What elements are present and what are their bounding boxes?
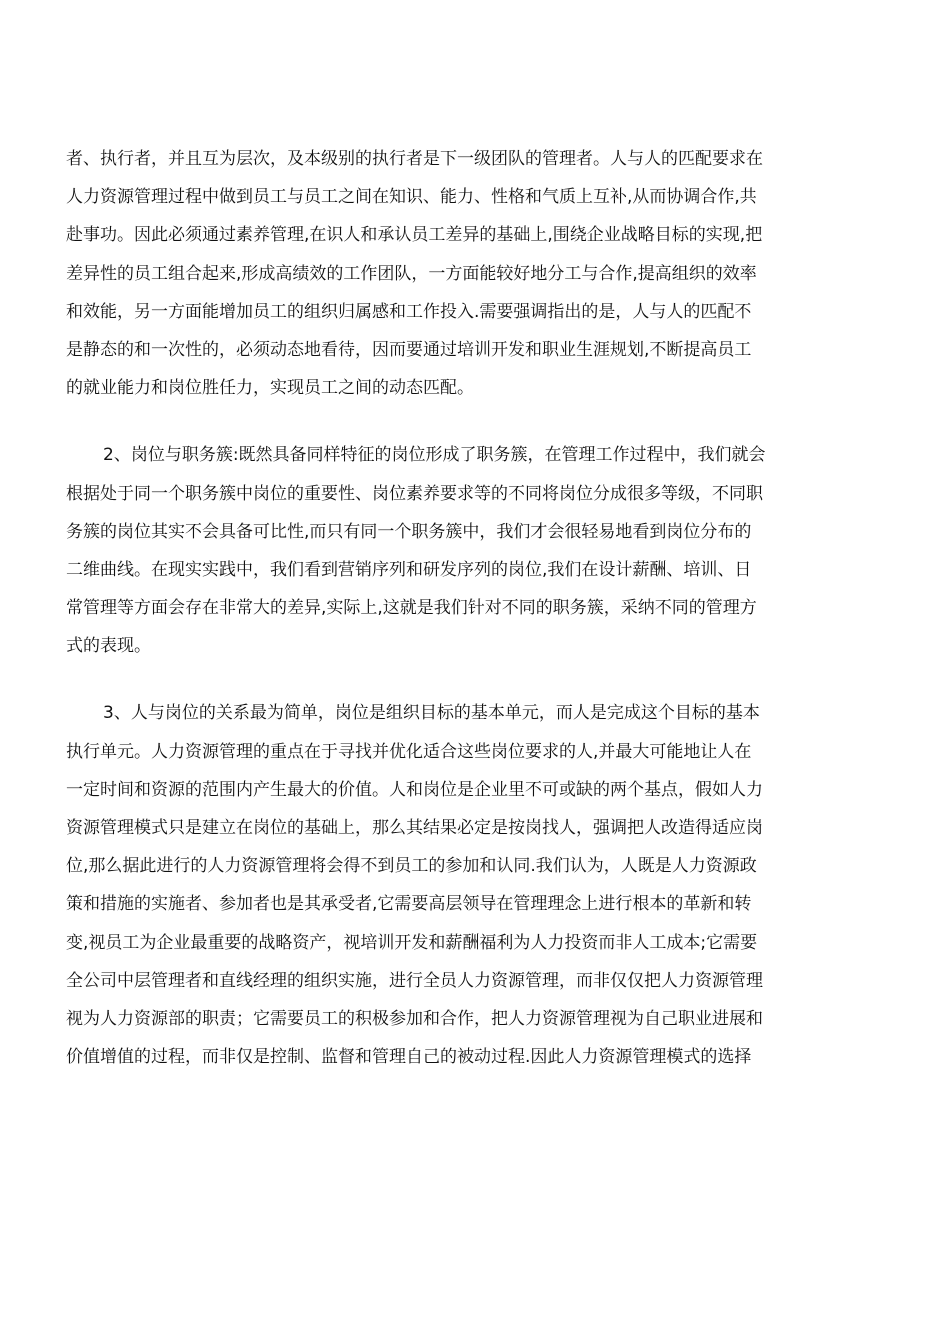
text-line: 执行单元。人力资源管理的重点在于寻找并优化适合这些岗位要求的人,并最大可能地让人在 bbox=[66, 741, 752, 762]
paragraph-1 bbox=[66, 140, 856, 407]
text-line: 价值增值的过程，而非仅是控制、监督和管理自己的被动过程.因此人力资源管理模式的选择 bbox=[66, 1047, 752, 1068]
text-line: 务簇的岗位其实不会具备可比性,而只有同一个职务簇中，我们才会很轻易地看到岗位分布的 bbox=[66, 521, 752, 542]
text-line: 视为人力资源部的职责；它需要员工的积极参加和合作，把人力资源管理视为自己职业进展和 bbox=[66, 1008, 763, 1029]
text-line: 赴事功。因此必须通过素养管理,在识人和承认员工差异的基础上,围绕企业战略目标的实现,把 bbox=[66, 225, 763, 246]
text-line: 者、执行者，并且互为层次，及本级别的执行者是下一级团队的管理者。人与人的匹配要求在 bbox=[66, 149, 763, 169]
text-line: 3、人与岗位的关系最为简单，岗位是组织目标的基本单元，而人是完成这个目标的基本 bbox=[103, 703, 760, 724]
text-line: 策和措施的实施者、参加者也是其承受者,它需要高层领导在管理理念上进行根本的革新和转 bbox=[66, 894, 752, 915]
text-line: 位,那么据此进行的人力资源管理将会得不到员工的参加和认同.我们认为，人既是人力资源政 bbox=[66, 856, 757, 877]
text-line: 人力资源管理过程中做到员工与员工之间在知识、能力、性格和气质上互补,从而协调合作,共 bbox=[66, 187, 757, 208]
text-line: 二维曲线。在现实实践中，我们看到营销序列和研发序列的岗位,我们在设计薪酬、培训、日 bbox=[66, 559, 752, 580]
text-line: 式的表现。 bbox=[66, 636, 151, 657]
paragraph-spacer bbox=[66, 665, 856, 694]
text-line: 是静态的和一次性的，必须动态地看待，因而要通过培训开发和职业生涯规划,不断提高员工 bbox=[66, 339, 752, 360]
text-line: 资源管理模式只是建立在岗位的基础上，那么其结果必定是按岗找人，强调把人改造得适应岗 bbox=[66, 818, 763, 838]
text-line: 2、岗位与职务簇:既然具备同样特征的岗位形成了职务簇，在管理工作过程中，我们就会 bbox=[103, 445, 766, 466]
document-body bbox=[66, 140, 856, 1076]
text-line: 全公司中层管理者和直线经理的组织实施，进行全员人力资源管理，而非仅仅把人力资源管理 bbox=[66, 970, 763, 991]
text-line: 差异性的员工组合起来,形成高绩效的工作团队，一方面能较好地分工与合作,提高组织的效率 bbox=[66, 263, 757, 284]
text-line: 常管理等方面会存在非常大的差异,实际上,这就是我们针对不同的职务簇，采纳不同的管理方 bbox=[66, 598, 757, 619]
text-line: 变,视员工为企业最重要的战略资产，视培训开发和薪酬福利为人力投资而非人工成本;它需要 bbox=[66, 932, 758, 953]
text-line: 一定时间和资源的范围内产生最大的价值。人和岗位是企业里不可或缺的两个基点，假如人力 bbox=[66, 779, 763, 800]
text-line: 和效能，另一方面能增加员工的组织归属感和工作投入.需要强调指出的是，人与人的匹配不 bbox=[66, 301, 752, 322]
text-line: 根据处于同一个职务簇中岗位的重要性、岗位素养要求等的不同将岗位分成很多等级，不同职 bbox=[66, 483, 763, 504]
paragraph-2 bbox=[66, 436, 856, 665]
text-line: 的就业能力和岗位胜任力，实现员工之间的动态匹配。 bbox=[66, 378, 474, 399]
paragraph-3 bbox=[66, 694, 856, 1076]
paragraph-spacer bbox=[66, 407, 856, 436]
